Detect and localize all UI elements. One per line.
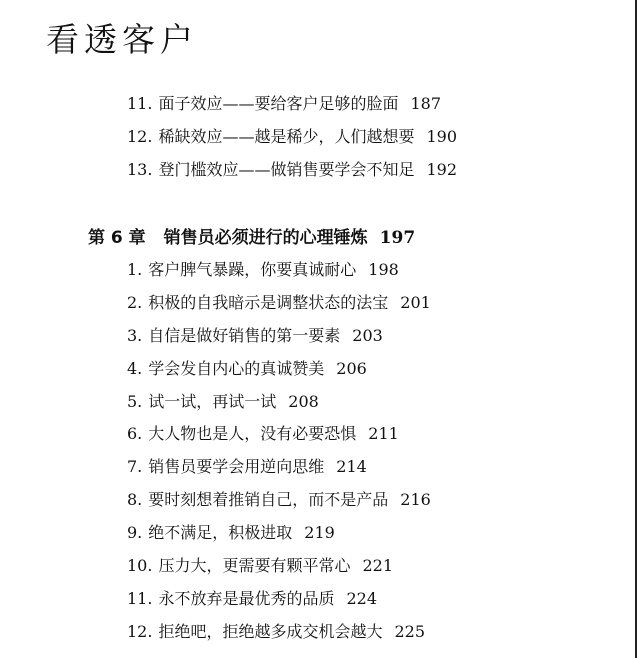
chapter-items bbox=[127, 256, 431, 651]
entry-title: 学会发自内心的真诚赞美 bbox=[148, 358, 325, 378]
chapter-heading bbox=[88, 223, 415, 248]
entry-number: 1. bbox=[127, 260, 143, 279]
toc-entry bbox=[127, 256, 431, 289]
entry-page: 198 bbox=[368, 260, 399, 279]
entry-page: 216 bbox=[400, 490, 431, 510]
entry-title: 永不放弃是最优秀的品质 bbox=[158, 588, 335, 608]
entry-page: 211 bbox=[368, 424, 399, 444]
entry-page: 214 bbox=[336, 457, 367, 477]
entry-title: 绝不满足，积极进取 bbox=[148, 523, 293, 543]
entry-number: 8. bbox=[127, 490, 143, 510]
entry-title: 试一试，再试一试 bbox=[148, 391, 277, 411]
entry-number: 2. bbox=[127, 292, 143, 312]
chapter-page: 197 bbox=[379, 228, 416, 248]
entry-title: 登门槛效应——做销售要学会不知足 bbox=[158, 160, 415, 179]
previous-chapter-items bbox=[127, 90, 457, 189]
toc-entry bbox=[127, 618, 431, 651]
entry-page: 190 bbox=[426, 127, 458, 146]
entry-page: 224 bbox=[346, 588, 378, 608]
entry-title: 稀缺效应——越是稀少，人们越想要 bbox=[158, 127, 415, 146]
entry-title: 积极的自我暗示是调整状态的法宝 bbox=[148, 292, 389, 312]
toc-entry bbox=[127, 420, 431, 453]
entry-number: 4. bbox=[127, 358, 143, 378]
entry-title: 面子效应——要给客户足够的脸面 bbox=[158, 94, 399, 113]
entry-page: 225 bbox=[394, 621, 426, 641]
toc-entry bbox=[127, 388, 431, 421]
entry-title: 大人物也是人，没有必要恐惧 bbox=[148, 424, 357, 444]
entry-title: 要时刻想着推销自己，而不是产品 bbox=[148, 490, 389, 510]
toc-entry bbox=[127, 289, 431, 322]
chapter-title: 销售员必须进行的心理锤炼 bbox=[163, 228, 368, 248]
entry-title: 自信是做好销售的第一要素 bbox=[148, 325, 341, 345]
entry-number: 13. bbox=[127, 160, 153, 179]
chapter-label: 第 6 章 bbox=[88, 228, 146, 248]
toc-entry bbox=[127, 486, 431, 519]
entry-page: 206 bbox=[336, 358, 367, 378]
entry-page: 192 bbox=[426, 160, 458, 179]
entry-page: 221 bbox=[362, 556, 394, 576]
entry-number: 9. bbox=[127, 523, 143, 543]
entry-page: 208 bbox=[288, 391, 319, 411]
toc-entry bbox=[127, 90, 457, 123]
entry-number: 12. bbox=[127, 127, 153, 146]
toc-entry bbox=[127, 355, 431, 388]
toc-entry bbox=[127, 519, 431, 552]
entry-number: 12. bbox=[127, 621, 153, 641]
entry-number: 7. bbox=[127, 457, 143, 477]
page-title: 看透客户 bbox=[46, 20, 198, 59]
toc-entry bbox=[127, 156, 457, 189]
entry-number: 6. bbox=[127, 424, 143, 444]
toc-entry bbox=[127, 552, 431, 585]
entry-title: 销售员要学会用逆向思维 bbox=[148, 457, 325, 477]
entry-number: 3. bbox=[127, 325, 143, 345]
entry-page: 201 bbox=[400, 292, 431, 312]
entry-page: 203 bbox=[352, 325, 383, 345]
entry-number: 10. bbox=[127, 556, 153, 576]
entry-title: 压力大，更需要有颗平常心 bbox=[158, 556, 351, 576]
entry-title: 拒绝吧，拒绝越多成交机会越大 bbox=[158, 621, 383, 641]
entry-page: 219 bbox=[304, 523, 335, 543]
entry-number: 11. bbox=[127, 94, 153, 113]
toc-entry bbox=[127, 123, 457, 156]
toc-entry bbox=[127, 322, 431, 355]
toc-entry bbox=[127, 453, 431, 486]
entry-title: 客户脾气暴躁，你要真诚耐心 bbox=[148, 260, 357, 279]
entry-number: 11. bbox=[127, 588, 153, 608]
entry-number: 5. bbox=[127, 391, 143, 411]
entry-page: 187 bbox=[410, 94, 442, 113]
toc-entry bbox=[127, 585, 431, 618]
